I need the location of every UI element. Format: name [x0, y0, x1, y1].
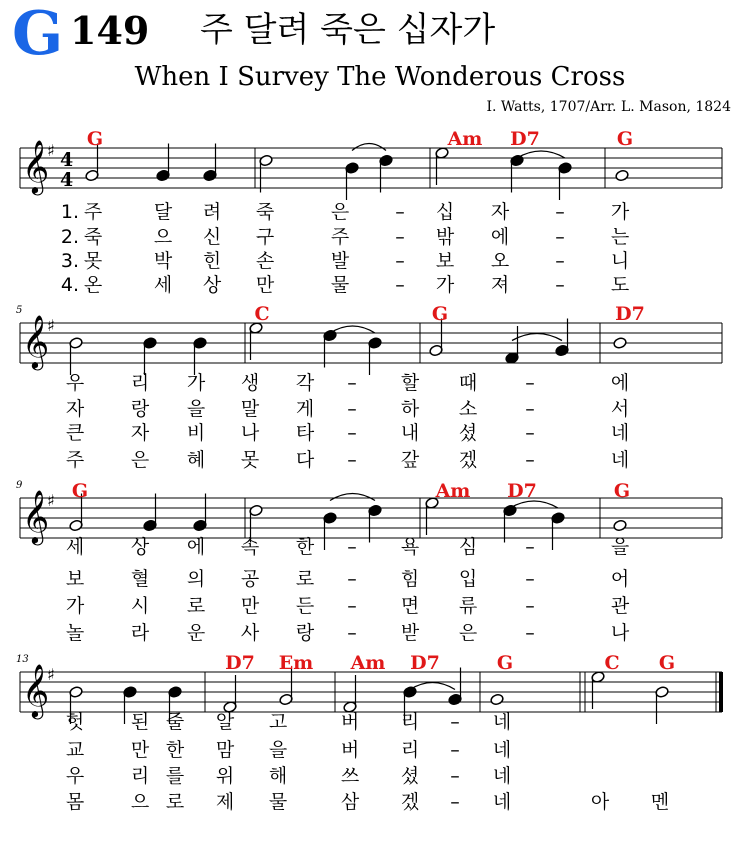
lyric-syllable: 네: [492, 791, 512, 813]
lyric-syllable: –: [555, 226, 565, 248]
lyric-syllable: 겠: [458, 449, 478, 471]
chord-symbol: Am: [435, 480, 471, 502]
lyric-syllable: 각: [295, 372, 315, 394]
lyric-syllable: 사: [240, 622, 260, 644]
lyric-syllable: 려: [202, 201, 222, 223]
lyric-syllable: 심: [458, 536, 478, 558]
lyric-syllable: 도: [610, 274, 630, 296]
lyric-syllable: 네: [492, 765, 512, 787]
lyric-syllable: 우: [65, 372, 85, 394]
lyric-syllable: 면: [400, 595, 420, 617]
lyric-syllable: 는: [610, 226, 630, 248]
lyric-syllable: 으: [130, 791, 150, 813]
lyric-syllable: 타: [295, 422, 315, 444]
lyric-syllable: 겠: [400, 791, 420, 813]
lyric-syllable: 운: [186, 622, 206, 644]
lyric-syllable: 랑: [295, 622, 315, 644]
lyric-syllable: –: [395, 250, 405, 272]
lyric-syllable: 된: [130, 711, 150, 733]
lyric-syllable: 네: [492, 739, 512, 761]
lyric-syllable: –: [450, 711, 460, 733]
lyric-syllable: –: [347, 422, 357, 444]
chord-symbol: D7: [510, 128, 540, 150]
lyric-syllable: 달: [153, 201, 173, 223]
lyric-syllable: 멘: [650, 791, 670, 813]
lyric-syllable: 하: [400, 398, 420, 420]
lyric-syllable: 밖: [435, 226, 455, 248]
lyric-syllable: –: [347, 372, 357, 394]
lyric-syllable: 자: [130, 422, 150, 444]
lyric-syllable: 2.: [60, 226, 80, 248]
lyric-syllable: 세: [153, 274, 173, 296]
chord-symbol: D7: [410, 652, 440, 674]
lyric-syllable: 갚: [400, 449, 420, 471]
slur: [330, 494, 375, 501]
lyric-syllable: 를: [165, 765, 185, 787]
lyric-syllable: 아: [590, 791, 610, 813]
lyric-syllable: 셨: [458, 422, 478, 444]
whole-note: [490, 693, 504, 706]
lyric-syllable: –: [347, 595, 357, 617]
sharp-key-signature-icon: ♯: [47, 665, 55, 684]
lyric-syllable: 자: [65, 398, 85, 420]
chord-symbol: G: [613, 480, 631, 502]
lyric-syllable: –: [525, 449, 535, 471]
chord-symbol: C: [604, 652, 620, 674]
lyric-syllable: 한: [165, 739, 185, 761]
lyric-syllable: 로: [186, 595, 206, 617]
lyric-syllable: 1.: [60, 201, 80, 223]
lyric-syllable: 로: [165, 791, 185, 813]
lyric-syllable: 게: [295, 398, 315, 420]
lyric-syllable: –: [525, 398, 535, 420]
lyric-syllable: 비: [186, 422, 206, 444]
treble-clef-icon: 𝄞: [22, 139, 50, 193]
time-signature-bottom: 4: [60, 169, 74, 191]
treble-clef-icon: 𝄞: [22, 314, 50, 368]
lyric-syllable: 로: [295, 568, 315, 590]
lyric-syllable: 우: [65, 765, 85, 787]
time-signature-top: 4: [60, 149, 74, 171]
lyric-syllable: 나: [610, 622, 630, 644]
staff-system-3: [0, 478, 743, 558]
lyric-syllable: 받: [400, 622, 420, 644]
lyric-syllable: –: [525, 568, 535, 590]
chord-symbol: G: [71, 480, 89, 502]
lyric-syllable: 을: [186, 398, 206, 420]
lyric-syllable: 위: [215, 765, 235, 787]
slur: [330, 326, 375, 333]
lyric-syllable: 리: [130, 765, 150, 787]
lyric-syllable: 에: [186, 536, 206, 558]
lyric-syllable: 가: [65, 595, 85, 617]
lyric-syllable: 구: [255, 226, 275, 248]
lyric-syllable: 은: [130, 449, 150, 471]
lyric-syllable: 삼: [340, 791, 360, 813]
lyric-syllable: –: [395, 201, 405, 223]
lyric-syllable: 라: [130, 622, 150, 644]
lyric-syllable: 3.: [60, 250, 80, 272]
lyric-syllable: 할: [400, 372, 420, 394]
lyric-syllable: 손: [255, 250, 275, 272]
lyric-syllable: 내: [400, 422, 420, 444]
lyric-syllable: 의: [186, 568, 206, 590]
lyric-syllable: 못: [83, 250, 103, 272]
lyric-syllable: 류: [458, 595, 478, 617]
slur: [517, 151, 565, 158]
lyric-syllable: 보: [435, 250, 455, 272]
lyric-syllable: 가: [186, 372, 206, 394]
lyric-syllable: –: [347, 398, 357, 420]
lyric-syllable: 못: [240, 449, 260, 471]
lyric-syllable: 속: [240, 536, 260, 558]
lyric-syllable: –: [395, 226, 405, 248]
lyric-syllable: –: [347, 622, 357, 644]
lyric-syllable: 소: [458, 398, 478, 420]
lyric-syllable: 몸: [65, 791, 85, 813]
chord-symbol: Am: [447, 128, 483, 150]
lyric-syllable: 주: [83, 201, 103, 223]
lyric-syllable: 나: [240, 422, 260, 444]
lyric-syllable: 관: [610, 595, 630, 617]
lyric-syllable: 에: [490, 226, 510, 248]
whole-note: [615, 169, 629, 182]
lyric-syllable: –: [347, 568, 357, 590]
lyric-syllable: 생: [240, 372, 260, 394]
chord-symbol: D7: [225, 652, 255, 674]
chord-symbol: G: [86, 128, 104, 150]
lyric-syllable: 리: [400, 711, 420, 733]
lyric-syllable: 네: [610, 422, 630, 444]
lyric-syllable: 힘: [400, 568, 420, 590]
chord-symbol: D7: [507, 480, 537, 502]
lyric-syllable: 다: [295, 449, 315, 471]
lyric-syllable: 세: [65, 536, 85, 558]
lyric-syllable: 만: [240, 595, 260, 617]
chord-symbol: G: [616, 128, 634, 150]
slur: [512, 334, 562, 341]
lyric-syllable: 십: [435, 201, 455, 223]
treble-clef-icon: 𝄞: [22, 663, 50, 717]
slur: [352, 144, 386, 151]
lyric-syllable: 상: [202, 274, 222, 296]
lyric-syllable: 가: [435, 274, 455, 296]
lyric-syllable: 헛: [65, 711, 85, 733]
lyric-syllable: –: [450, 791, 460, 813]
slur: [510, 501, 558, 508]
lyric-syllable: 상: [130, 536, 150, 558]
chord-symbol: C: [254, 303, 270, 325]
lyric-syllable: 쓰: [340, 765, 360, 787]
lyric-syllable: 으: [153, 226, 173, 248]
measure-number: 13: [16, 654, 29, 665]
lyric-syllable: 시: [130, 595, 150, 617]
lyric-syllable: –: [555, 250, 565, 272]
whole-note: [613, 519, 627, 532]
lyric-syllable: 을: [610, 536, 630, 558]
lyric-syllable: 고: [268, 711, 288, 733]
chord-symbol: Am: [350, 652, 386, 674]
lyric-syllable: 주: [65, 449, 85, 471]
lyric-syllable: 자: [490, 201, 510, 223]
english-title: When I Survey The Wonderous Cross: [134, 62, 626, 92]
lyric-syllable: 맘: [215, 739, 235, 761]
lyric-syllable: –: [347, 536, 357, 558]
lyric-syllable: 가: [610, 201, 630, 223]
lyric-syllable: 죽: [255, 201, 275, 223]
slur: [410, 683, 455, 690]
lyric-syllable: –: [555, 201, 565, 223]
lyric-syllable: –: [450, 739, 460, 761]
whole-note: [613, 337, 627, 350]
lyric-syllable: 리: [400, 739, 420, 761]
lyric-syllable: 든: [295, 595, 315, 617]
chord-symbol: D7: [615, 303, 645, 325]
lyric-syllable: –: [525, 536, 535, 558]
final-barline: [719, 672, 723, 712]
lyric-syllable: 주: [330, 226, 350, 248]
lyric-syllable: –: [395, 274, 405, 296]
lyric-syllable: –: [555, 274, 565, 296]
lyric-syllable: 공: [240, 568, 260, 590]
sharp-key-signature-icon: ♯: [47, 491, 55, 510]
lyric-syllable: 박: [153, 250, 173, 272]
lyric-syllable: 은: [330, 201, 350, 223]
lyric-syllable: –: [525, 422, 535, 444]
lyric-syllable: –: [347, 449, 357, 471]
lyric-syllable: 욕: [400, 536, 420, 558]
lyric-syllable: 4.: [60, 274, 80, 296]
lyric-syllable: 교: [65, 739, 85, 761]
lyric-syllable: –: [525, 622, 535, 644]
lyric-syllable: –: [525, 595, 535, 617]
lyric-syllable: 혜: [186, 449, 206, 471]
lyric-syllable: 셨: [400, 765, 420, 787]
lyric-syllable: 서: [610, 398, 630, 420]
lyric-syllable: 큰: [65, 422, 85, 444]
lyric-syllable: 버: [340, 711, 360, 733]
lyric-syllable: 랑: [130, 398, 150, 420]
lyric-syllable: 만: [255, 274, 275, 296]
measure-number: 5: [16, 305, 23, 316]
lyric-syllable: 입: [458, 568, 478, 590]
lyric-syllable: 네: [610, 449, 630, 471]
lyric-syllable: 말: [240, 398, 260, 420]
sharp-key-signature-icon: ♯: [47, 141, 55, 160]
lyric-syllable: 줄: [165, 711, 185, 733]
korean-title: 주 달려 죽은 십자가: [200, 10, 496, 50]
credit-line: I. Watts, 1707/Arr. L. Mason, 1824: [486, 99, 731, 115]
lyric-syllable: 알: [215, 711, 235, 733]
lyric-syllable: 오: [490, 250, 510, 272]
lyric-syllable: 리: [130, 372, 150, 394]
chord-symbol: Em: [278, 652, 314, 674]
lyric-syllable: –: [525, 372, 535, 394]
lyric-syllable: 버: [340, 739, 360, 761]
lyric-syllable: 온: [83, 274, 103, 296]
lyric-syllable: 한: [295, 536, 315, 558]
lyric-syllable: 죽: [83, 226, 103, 248]
lyric-syllable: 물: [330, 274, 350, 296]
chord-symbol: G: [658, 652, 676, 674]
lyric-syllable: 져: [490, 274, 510, 296]
lyric-syllable: 해: [268, 765, 288, 787]
lyric-syllable: 제: [215, 791, 235, 813]
measure-number: 9: [16, 480, 23, 491]
lyric-syllable: 니: [610, 250, 630, 272]
chord-symbol: G: [496, 652, 514, 674]
lyric-syllable: 놀: [65, 622, 85, 644]
book-letter: G: [12, 0, 62, 69]
lyric-syllable: 을: [268, 739, 288, 761]
lyric-syllable: 혈: [130, 568, 150, 590]
treble-clef-icon: 𝄞: [22, 489, 50, 543]
lyric-syllable: 어: [610, 568, 630, 590]
lyric-syllable: 은: [458, 622, 478, 644]
lyric-syllable: 때: [458, 372, 478, 394]
lyric-syllable: 네: [492, 711, 512, 733]
lyric-syllable: 발: [330, 250, 350, 272]
lyric-syllable: 신: [202, 226, 222, 248]
sharp-key-signature-icon: ♯: [47, 316, 55, 335]
lyric-syllable: 힌: [202, 250, 222, 272]
lyric-syllable: –: [450, 765, 460, 787]
chord-symbol: G: [431, 303, 449, 325]
lyric-syllable: 물: [268, 791, 288, 813]
lyric-syllable: 만: [130, 739, 150, 761]
hymn-number: 149: [70, 8, 150, 53]
lyric-syllable: 보: [65, 568, 85, 590]
lyric-syllable: 에: [610, 372, 630, 394]
